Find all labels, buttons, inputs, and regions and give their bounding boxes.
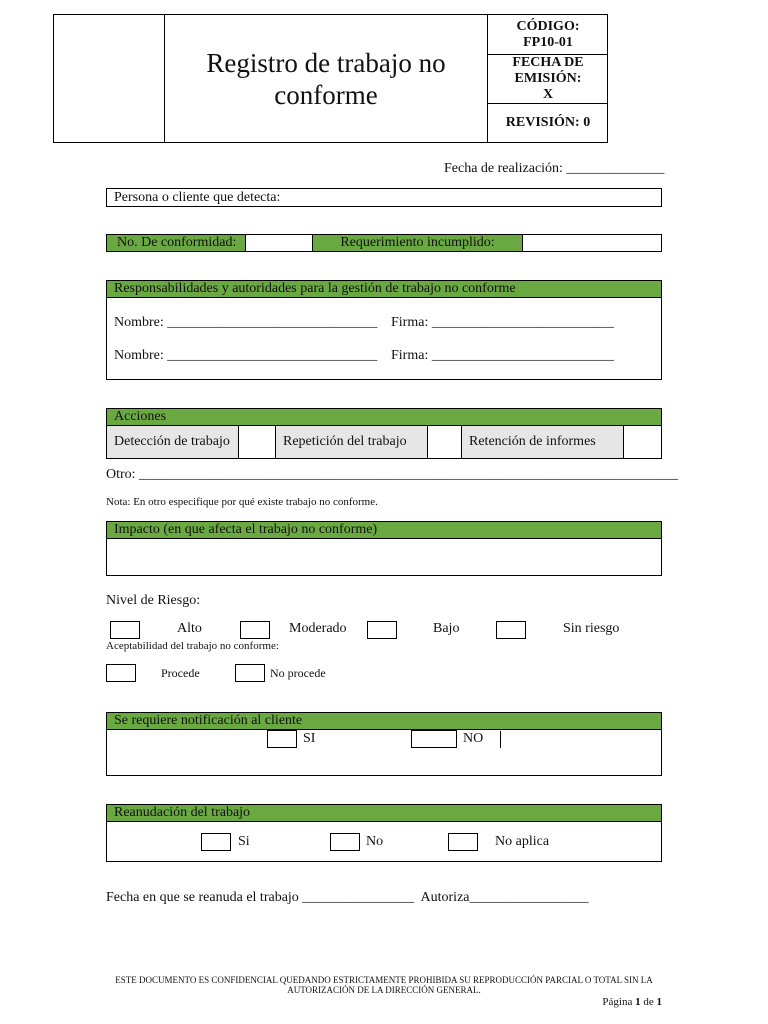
- reanudacion-si-checkbox[interactable]: [201, 833, 231, 851]
- revision-cell: REVISIÓN: 0: [505, 115, 591, 130]
- accion-repeticion-checkbox[interactable]: [428, 426, 462, 458]
- aceptabilidad-label: Aceptabilidad del trabajo no conforme:: [106, 640, 279, 652]
- no-conformidad-label: No. De conformidad:: [106, 234, 246, 252]
- accion-deteccion-checkbox[interactable]: [239, 426, 276, 458]
- impacto-title: Impacto (en que afecta el trabajo no conforme): [106, 521, 662, 539]
- notificacion-divider: [500, 731, 501, 748]
- notificacion-si-checkbox[interactable]: [267, 730, 297, 748]
- riesgo-sin-riesgo-checkbox[interactable]: [496, 621, 526, 639]
- footer-line-2: AUTORIZACIÓN DE LA DIRECCIÓN GENERAL.: [287, 985, 481, 995]
- firma-field-2[interactable]: Firma: __________________________: [391, 348, 614, 363]
- confidential-footer: [100, 975, 668, 995]
- no-procede-label: No procede: [270, 666, 326, 680]
- riesgo-alto-label: Alto: [177, 621, 202, 636]
- page-of: de: [643, 996, 654, 1008]
- reanudacion-box: [106, 821, 662, 862]
- nombre-field-2[interactable]: Nombre: ______________________________: [114, 348, 378, 363]
- codigo-cell: [488, 15, 608, 55]
- document-meta: [487, 15, 608, 142]
- footer-line-1: ESTE DOCUMENTO ES CONFIDENCIAL QUEDANDO ESTRICTAMENTE PROHIBIDA SU REPRODUCCIÓN PARCIAL O TOTAL SIN LA: [115, 975, 653, 985]
- page-current: 1: [635, 996, 641, 1008]
- notificacion-no-checkbox[interactable]: [411, 730, 457, 748]
- nivel-riesgo-label: Nivel de Riesgo:: [106, 593, 201, 608]
- otro-field[interactable]: Otro: _____________________________________________________________________________: [106, 467, 679, 482]
- fecha-emision-label-2: EMISIÓN:: [514, 71, 582, 86]
- no-procede-checkbox[interactable]: [235, 664, 265, 682]
- riesgo-alto-checkbox[interactable]: [110, 621, 140, 639]
- notificacion-title: Se requiere notificación al cliente: [106, 712, 662, 730]
- accion-retencion-label: Retención de informes: [462, 426, 624, 458]
- notificacion-no-label: NO: [463, 731, 484, 746]
- no-conformidad-input[interactable]: [245, 234, 313, 252]
- nota-text: Nota: En otro especifique por qué existe trabajo no conforme.: [106, 496, 378, 508]
- acciones-title: Acciones: [106, 408, 662, 426]
- persona-field[interactable]: [106, 188, 662, 207]
- persona-label: Persona o cliente que detecta:: [114, 190, 281, 205]
- procede-checkbox[interactable]: [106, 664, 136, 682]
- fecha-reanuda-field[interactable]: Fecha en que se reanuda el trabajo ________________ Autoriza_________________: [106, 890, 589, 905]
- codigo-value: FP10-01: [523, 34, 573, 50]
- responsabilidades-box: [106, 297, 662, 380]
- reanudacion-si-label: Si: [238, 834, 250, 849]
- riesgo-bajo-label: Bajo: [433, 621, 460, 636]
- acciones-row: [106, 425, 662, 459]
- notificacion-si-label: SI: [303, 731, 316, 746]
- requerimiento-input[interactable]: [522, 234, 662, 252]
- page-number: [560, 996, 662, 1008]
- reanudacion-no-label: No: [366, 834, 384, 849]
- responsabilidades-title: Responsabilidades y autoridades para la gestión de trabajo no conforme: [106, 280, 662, 298]
- logo-placeholder: [54, 15, 165, 142]
- accion-retencion-checkbox[interactable]: [624, 426, 661, 458]
- title-line-1: Registro de trabajo no: [206, 47, 446, 78]
- impacto-box[interactable]: [106, 538, 662, 576]
- codigo-label: CÓDIGO:: [516, 18, 580, 34]
- accion-repeticion-label: Repetición del trabajo: [276, 426, 428, 458]
- document-title: [165, 15, 487, 142]
- fecha-realizacion[interactable]: Fecha de realización: ______________: [444, 161, 665, 176]
- fecha-emision-value: X: [542, 87, 554, 102]
- page-label: Página: [602, 996, 633, 1008]
- riesgo-sin-riesgo-label: Sin riesgo: [563, 621, 620, 636]
- requerimiento-label: Requerimiento incumplido:: [312, 234, 523, 252]
- conformidad-row: [106, 234, 662, 252]
- reanudacion-no-aplica-label: No aplica: [495, 834, 550, 849]
- page-total: 1: [656, 996, 662, 1008]
- notificacion-box: [106, 729, 662, 776]
- fecha-emision-label-1: FECHA DE: [512, 55, 584, 70]
- procede-label: Procede: [161, 666, 200, 680]
- fecha-emision-cell: [488, 55, 608, 104]
- riesgo-moderado-label: Moderado: [289, 621, 347, 636]
- reanudacion-no-checkbox[interactable]: [330, 833, 360, 851]
- reanudacion-title: Reanudación del trabajo: [106, 804, 662, 822]
- title-line-2: conforme: [274, 79, 378, 110]
- document-header: [53, 14, 608, 143]
- reanudacion-no-aplica-checkbox[interactable]: [448, 833, 478, 851]
- nombre-field-1[interactable]: Nombre: ______________________________: [114, 315, 378, 330]
- accion-deteccion-label: Detección de trabajo: [107, 426, 239, 458]
- riesgo-moderado-checkbox[interactable]: [240, 621, 270, 639]
- riesgo-bajo-checkbox[interactable]: [367, 621, 397, 639]
- firma-field-1[interactable]: Firma: __________________________: [391, 315, 614, 330]
